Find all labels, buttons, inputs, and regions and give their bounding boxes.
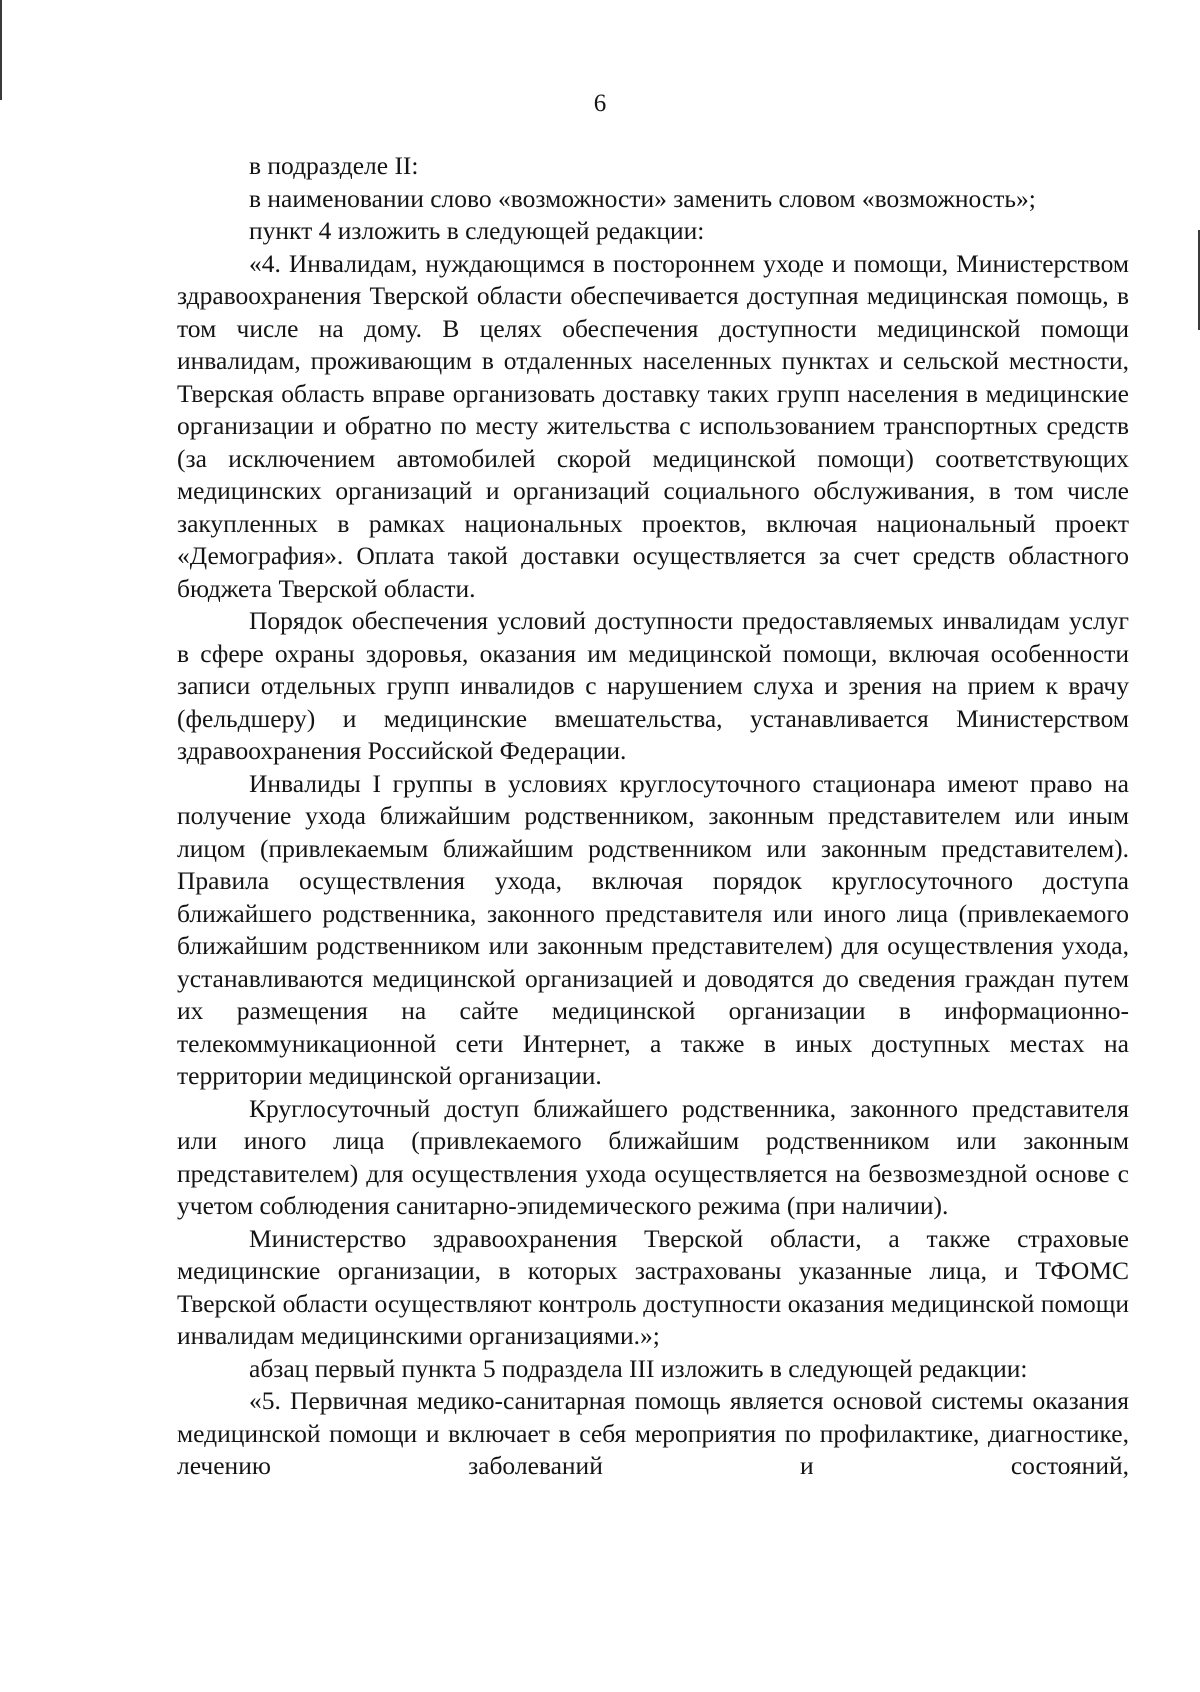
paragraph-group-i-care: Инвалиды I группы в условиях круглосуточного стационара имеют право на получение ухода ближайшим родственником, законным представителем или иным лицом (привлекаемым ближайшим родственником или законным представителем). Правила осуществления ухода, включая порядок круглосуточного доступа ближайшего родственника, законного представителя или иного лица (привлекаемого ближайшим родственником или законным представителем) для осуществления ухода, устанавливаются медицинской организацией и доводятся до сведения граждан путем их размещения на сайте медицинской организации в информационно-телекоммуникационной сети Интернет, а также в иных доступных местах на территории медицинской организации. bbox=[177, 768, 1129, 1090]
paragraph-round-the-clock-access: Круглосуточный доступ ближайшего родственника, законного представителя или иного лица (привлекаемого ближайшим родственником или законным представителем) для осуществления ухода осуществляется на безвозмездной основе с учетом соблюдения санитарно-эпидемического режима (при наличии). bbox=[177, 1093, 1129, 1220]
paragraph-accessibility-procedure: Порядок обеспечения условий доступности предоставляемых инвалидам услуг в сфере охраны здоровья, оказания им медицинской помощи, включая особенности записи отдельных групп инвалидов с нарушением слуха и зрения на прием к врачу (фельдшеру) и медицинские вмешательства, устанавливается Министерством здравоохранения Российской Федерации. bbox=[177, 606, 1129, 765]
paragraph-item-5-text: «5. Первичная медико-санитарная помощь является основой системы оказания медицинской помощи и включает в себя мероприятия по профилактике, диагностике, лечению заболеваний и состояний, bbox=[177, 1386, 1129, 1480]
paragraph-title-amendment: в наименовании слово «возможности» заменить словом «возможность»; bbox=[249, 183, 1036, 213]
paragraph-ministry-control: Министерство здравоохранения Тверской области, а также страховые медицинские организации, в которых застрахованы указанные лица, и ТФОМС Тверской области осуществляют контроль доступности оказания медицинской помощи инвалидам медицинскими организациями.»; bbox=[177, 1223, 1129, 1350]
paragraph-subsection-ii: в подразделе II: bbox=[249, 151, 419, 180]
scan-edge-mark-left bbox=[0, 0, 2, 100]
paragraph-item-4-intro: пункт 4 изложить в следующей редакции: bbox=[249, 216, 705, 245]
document-body bbox=[177, 150, 1129, 1483]
paragraph-item-5-intro: абзац первый пункта 5 подраздела III изложить в следующей редакции: bbox=[249, 1353, 1028, 1383]
paragraph-item-4-text: «4. Инвалидам, нуждающимся в постороннем уходе и помощи, Министерством здравоохранения Тверской области обеспечивается доступная медицинская помощь, в том числе на дому. В целях обеспечения доступности медицинской помощи инвалидам, проживающим в отдаленных населенных пунктах и сельской местности, Тверская область вправе организовать доставку таких групп населения в медицинские организации и обратно по месту жительства с использованием транспортных средств (за исключением автомобилей скорой медицинской помощи) соответствующих медицинских организаций и организаций социального обслуживания, в том числе закупленных в рамках национальных проектов, включая национальный проект «Демография». Оплата такой доставки осуществляется за счет средств областного бюджета Тверской области. bbox=[177, 248, 1129, 603]
page-number: 6 bbox=[593, 90, 607, 117]
